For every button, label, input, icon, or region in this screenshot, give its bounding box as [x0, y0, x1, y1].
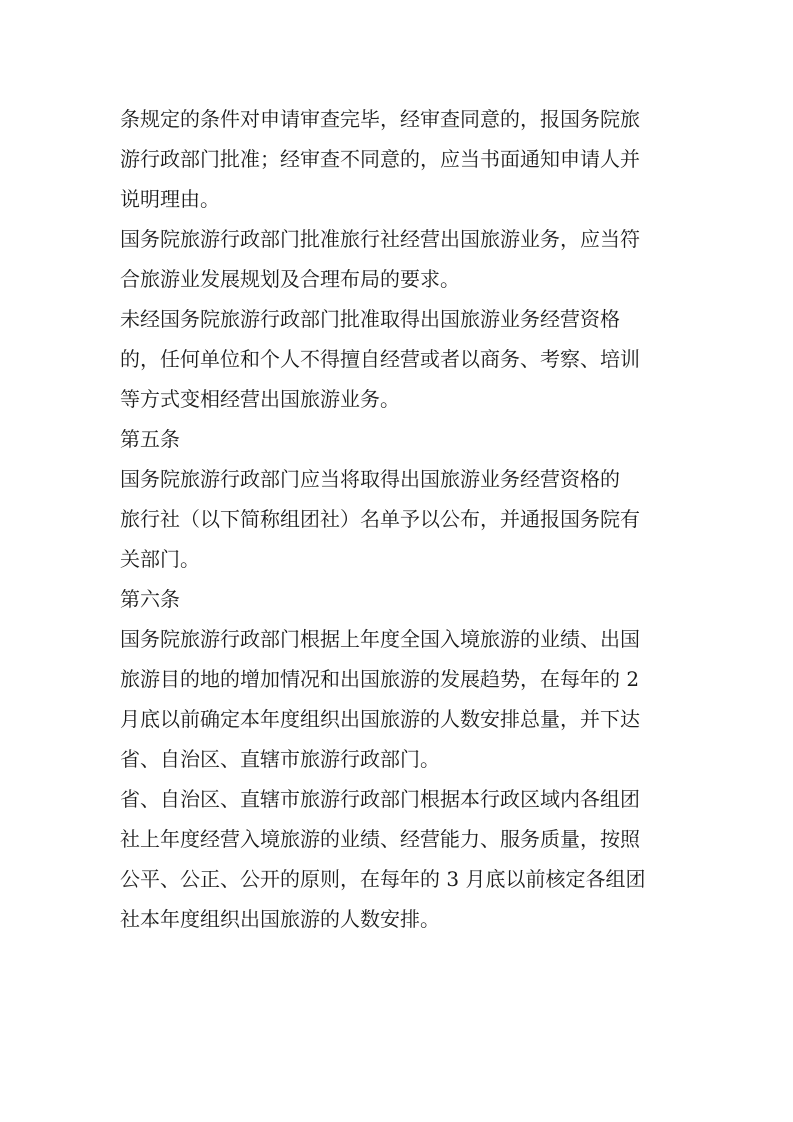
text-line: 的，任何单位和个人不得擅自经营或者以商务、考察、培训: [120, 347, 640, 371]
text-line: 社上年度经营入境旅游的业绩、经营能力、服务质量，按照: [120, 827, 640, 851]
text-line: 公平、公正、公开的原则，在每年的 3 月底以前核定各组团: [120, 867, 646, 891]
text-line: 等方式变相经营出国旅游业务。: [120, 387, 400, 411]
document-body: [120, 99, 680, 939]
text-line: 国务院旅游行政部门批准旅行社经营出国旅游业务，应当符: [120, 227, 640, 251]
text-line: 旅游目的地的增加情况和出国旅游的发展趋势，在每年的 2: [120, 667, 640, 691]
text-line: 旅行社（以下简称组团社）名单予以公布，并通报国务院有: [120, 507, 640, 531]
text-line: 未经国务院旅游行政部门批准取得出国旅游业务经营资格: [120, 307, 620, 331]
text-line: 月底以前确定本年度组织出国旅游的人数安排总量，并下达: [120, 707, 640, 731]
text-line: 国务院旅游行政部门根据上年度全国入境旅游的业绩、出国: [120, 627, 640, 651]
text-line: 条规定的条件对申请审查完毕，经审查同意的，报国务院旅: [120, 107, 640, 131]
text-line: 合旅游业发展规划及合理布局的要求。: [120, 267, 460, 291]
text-line: 国务院旅游行政部门应当将取得出国旅游业务经营资格的: [120, 467, 620, 491]
text-line: 说明理由。: [120, 187, 220, 211]
text-line: 省、自治区、直辖市旅游行政部门根据本行政区域内各组团: [120, 787, 640, 811]
text-line: 游行政部门批准；经审查不同意的，应当书面通知申请人并: [120, 147, 640, 171]
text-line: 关部门。: [120, 547, 200, 571]
text-line: 省、自治区、直辖市旅游行政部门。: [120, 747, 440, 771]
article-heading: 第六条: [120, 587, 180, 611]
text-line: 社本年度组织出国旅游的人数安排。: [120, 907, 440, 931]
article-heading: 第五条: [120, 427, 180, 451]
